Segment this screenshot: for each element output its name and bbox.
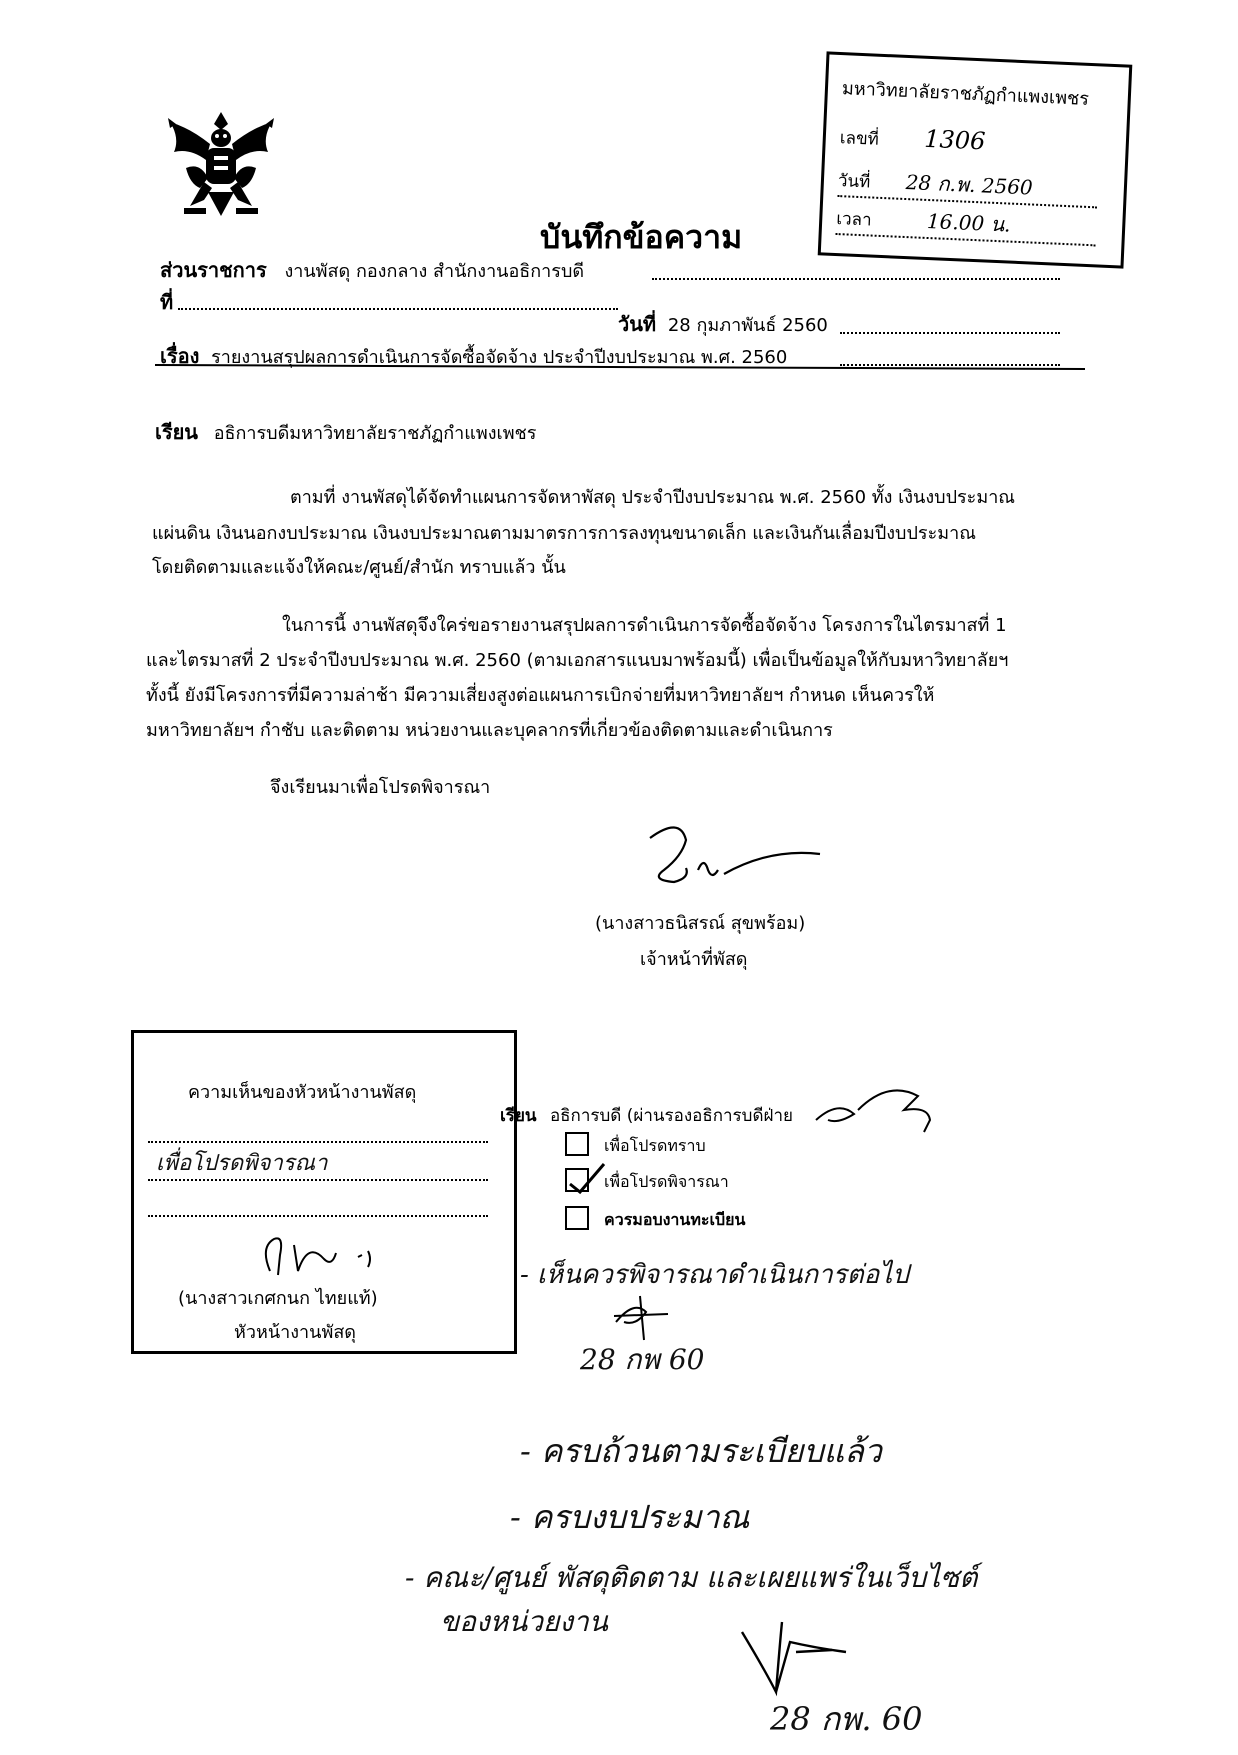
forward-row: [500, 1102, 793, 1129]
comment-box-header: ความเห็นของหัวหน้างานพัสดุ: [188, 1082, 417, 1103]
staff-position: เจ้าหน้าที่พัสดุ: [640, 949, 748, 970]
subject-value: รายงานสรุปผลการดำเนินการจัดซื้อจัดจ้าง ประจำปีงบประมาณ พ.ศ. 2560: [211, 347, 788, 368]
paragraph-2-line-1: ในการนี้ งานพัสดุจึงใคร่ขอรายงานสรุปผลการดำเนินการจัดซื้อจัดจ้าง โครงการในไตรมาสที่ 1: [282, 615, 1007, 636]
forward-signature-icon: [610, 1292, 670, 1342]
subject-label: เรื่อง: [160, 344, 200, 368]
forward-initials-signature-icon: [808, 1080, 948, 1140]
supervisor-comment-box: [131, 1030, 517, 1354]
paragraph-2-line-3: ทั้งนี้ ยังมีโครงการที่มีความล่าช้า มีความเสี่ยงสูงต่อแผนการเบิกจ่ายที่มหาวิทยาลัยฯ กำหนด เห็นควรให้: [146, 685, 935, 706]
stamp-time-row: [836, 201, 1097, 246]
agency-row: [160, 254, 1060, 286]
directive-line-3: - คณะ/ศูนย์ พัสดุติดตาม และเผยแพร่ในเว็บไซต์: [405, 1561, 978, 1594]
stamp-number-label: เลขที่: [839, 128, 880, 150]
stamp-time-value: 16.00 น.: [926, 208, 1012, 237]
garuda-emblem-icon: [160, 108, 282, 220]
stamp-org: มหาวิทยาลัยราชภัฏกำแพงเพชร: [841, 78, 1090, 110]
directive-line-2: - ครบงบประมาณ: [510, 1498, 750, 1536]
comment-dotline-3: [148, 1215, 488, 1217]
checkmark-icon: [566, 1160, 606, 1196]
ref-label: ที่: [160, 290, 174, 314]
stamp-date-label: วันที่: [837, 171, 871, 193]
directive-date: 28 กพ. 60: [770, 1700, 923, 1738]
option-checkbox-1[interactable]: [565, 1132, 589, 1156]
closing-line: จึงเรียนมาเพื่อโปรดพิจารณา: [270, 777, 491, 798]
option-label-1: เพื่อโปรดทราบ: [604, 1136, 706, 1155]
stamp-number-row: [839, 121, 986, 157]
option-label-2: เพื่อโปรดพิจารณา: [604, 1172, 729, 1191]
subject-dotline: [840, 364, 1060, 366]
comment-dotline-1: [148, 1141, 488, 1143]
stamp-number-value: 1306: [923, 124, 986, 156]
supervisor-position: หัวหน้างานพัสดุ: [234, 1322, 356, 1343]
comment-handwritten: เพื่อโปรดพิจารณา: [156, 1151, 328, 1176]
date-dotline: [840, 332, 1060, 334]
comment-dotline-2: [148, 1179, 488, 1181]
forward-label: เรียน: [500, 1106, 537, 1126]
memo-title: บันทึกข้อความ: [540, 218, 743, 256]
staff-name: (นางสาวธนิสรณ์ สุขพร้อม): [595, 913, 806, 934]
paragraph-1-line-2: แผ่นดิน เงินนอกงบประมาณ เงินงบประมาณตามมาตรการการลงทุนขนาดเล็ก และเงินกันเลื่อมปีงบประมาณ: [152, 523, 976, 544]
supervisor-name: (นางสาวเกศกนก ไทยแท้): [178, 1288, 378, 1309]
addressee-value: อธิการบดีมหาวิทยาลัยราชภัฏกำแพงเพชร: [213, 423, 537, 444]
paragraph-1-line-3: โดยติดตามและแจ้งให้คณะ/ศูนย์/สำนัก ทราบแล้ว นั้น: [152, 557, 566, 578]
directive-line-1: - ครบถ้วนตามระเบียบแล้ว: [520, 1432, 882, 1470]
stamp-date-row: [837, 163, 1098, 208]
ref-row: [160, 286, 173, 318]
forward-handwritten-date: 28 กพ 60: [580, 1343, 705, 1376]
supervisor-signature-icon: [254, 1231, 414, 1281]
addressee-row: [155, 416, 536, 448]
paragraph-1-line-1: ตามที่ งานพัสดุได้จัดทำแผนการจัดหาพัสดุ ประจำปีงบประมาณ พ.ศ. 2560 ทั้ง เงินงบประมาณ: [290, 487, 1016, 508]
paragraph-2-line-4: มหาวิทยาลัยฯ กำชับ และติดตาม หน่วยงานและบุคลากรที่เกี่ยวข้องติดตามและดำเนินการ: [146, 720, 833, 741]
directive-line-4: ของหน่วยงาน: [440, 1605, 608, 1638]
forward-handwritten-note: - เห็นควรพิจารณาดำเนินการต่อไป: [520, 1260, 909, 1290]
paragraph-2-line-2: และไตรมาสที่ 2 ประจำปีงบประมาณ พ.ศ. 2560 (ตามเอกสารแนบมาพร้อมนี้) เพื่อเป็นข้อมูลให้กับมหาวิทยาลัยฯ: [146, 650, 1009, 671]
executive-signature-icon: [736, 1612, 856, 1698]
option-checkbox-3[interactable]: [565, 1206, 589, 1230]
date-label: วันที่: [618, 312, 657, 336]
stamp-time-label: เวลา: [835, 209, 873, 231]
stamp-date-value: 28 ก.พ. 2560: [905, 170, 1034, 200]
receiving-stamp: [818, 51, 1133, 268]
forward-value: อธิการบดี (ผ่านรองอธิการบดีฝ่าย: [549, 1106, 793, 1126]
date-value: 28 กุมภาพันธ์ 2560: [667, 315, 828, 336]
option-label-3: ควรมอบงานทะเบียน: [604, 1210, 746, 1229]
agency-value: งานพัสดุ กองกลาง สำนักงานอธิการบดี: [284, 261, 585, 282]
agency-label: ส่วนราชการ: [160, 258, 267, 282]
addressee-label: เรียน: [155, 420, 198, 444]
agency-dotline: [652, 278, 1060, 280]
ref-dotline: [178, 308, 618, 310]
staff-signature-icon: [620, 818, 840, 908]
date-row: [618, 308, 828, 340]
